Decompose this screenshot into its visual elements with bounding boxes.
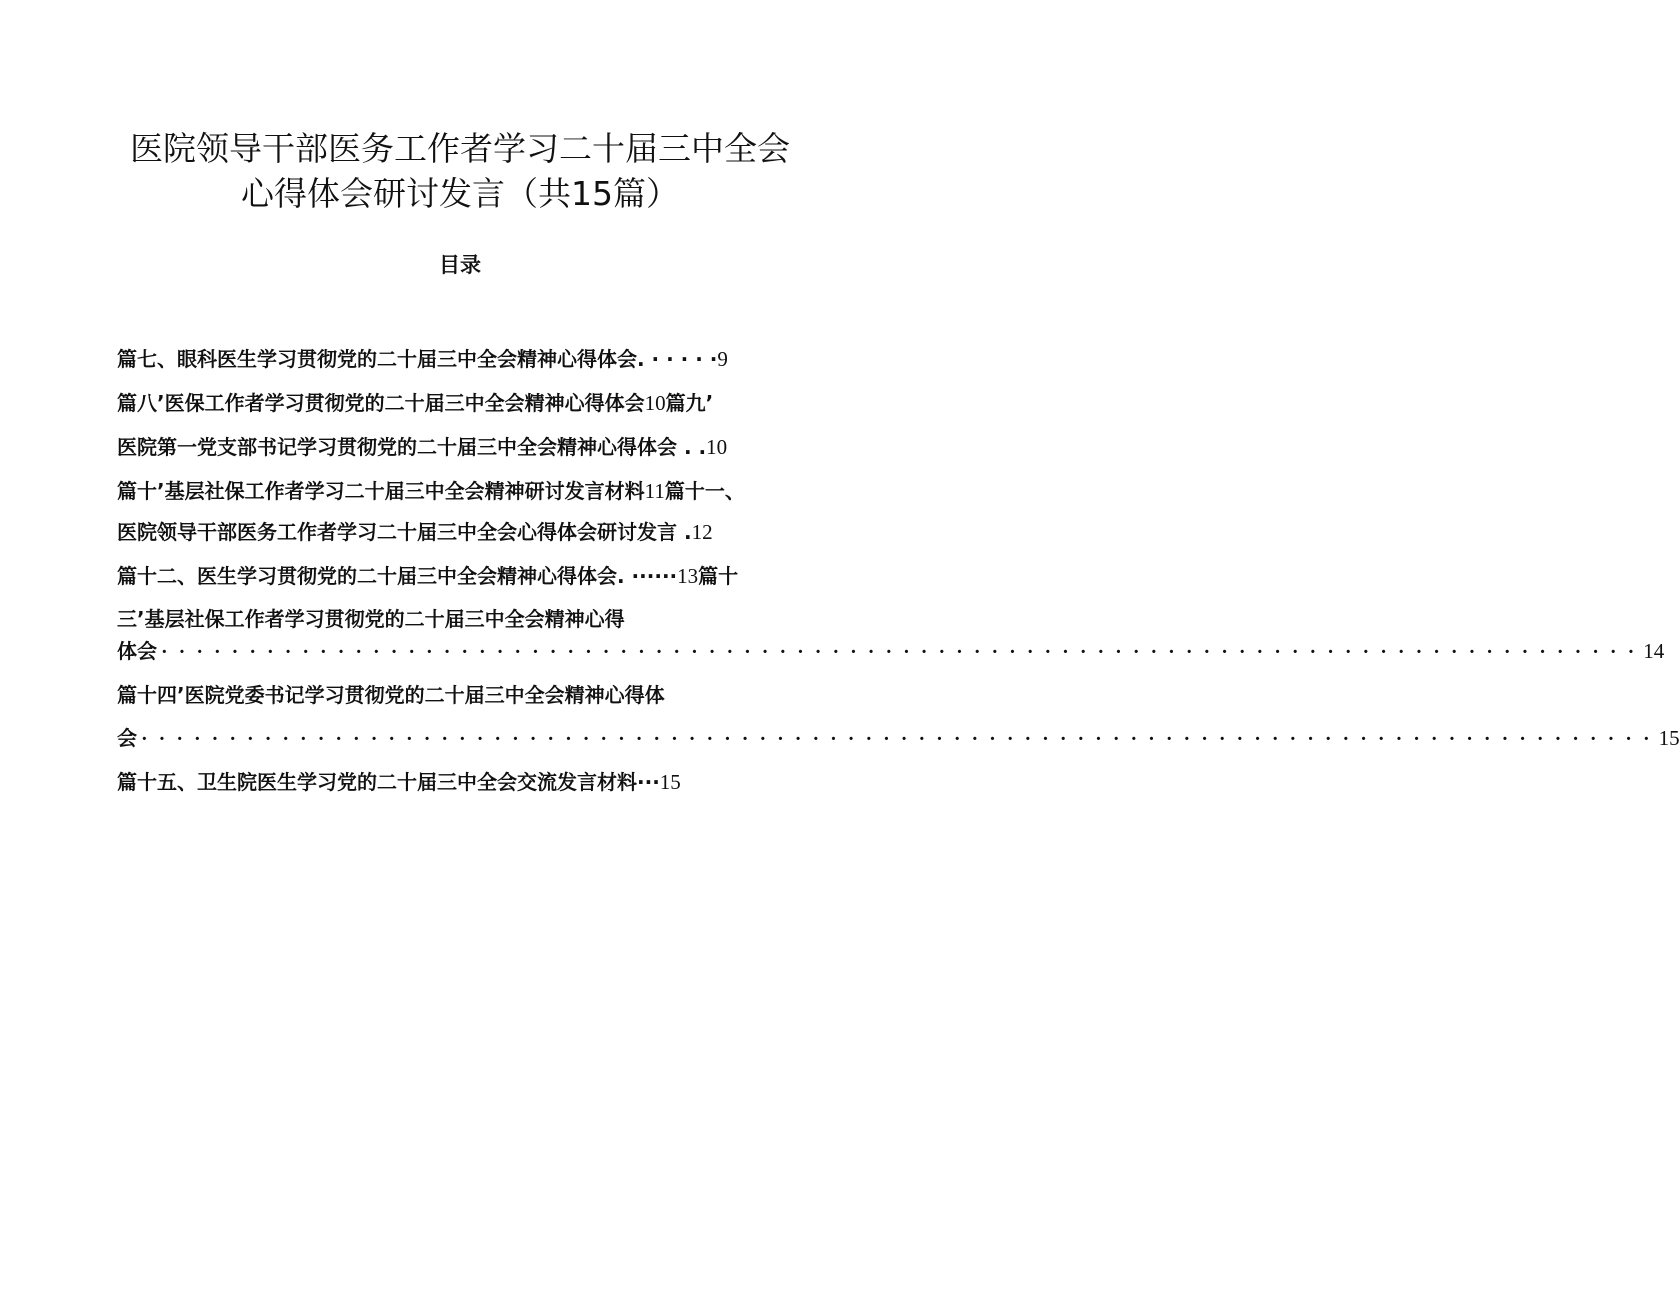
toc-page-number: 11: [644, 479, 665, 503]
toc-entry-text: 体会: [117, 639, 157, 663]
toc-entry-11[interactable]: [117, 516, 713, 545]
toc-entry-text-continued: 篇九’: [665, 391, 714, 415]
toc-entry-text-continued: 篇十一、: [664, 479, 745, 503]
toc-entry-text: 医院领导干部医务工作者学习二十届三中全会心得体会研讨发言 .: [117, 520, 692, 544]
toc-entry-14[interactable]: [117, 679, 665, 708]
toc-entry-text: 篇十五、卫生院医生学习党的二十届三中全会交流发言材料···: [117, 770, 660, 794]
toc-entry-8[interactable]: [117, 387, 713, 416]
toc-page-number: 13: [677, 564, 699, 588]
toc-page-number: 10: [644, 391, 666, 415]
toc-entry-9[interactable]: [117, 431, 727, 460]
document-title-line-1: 医院领导干部医务工作者学习二十届三中全会: [130, 129, 790, 168]
toc-entry-text: 篇十’基层社保工作者学习二十届三中全会精神研讨发言材料: [117, 479, 645, 503]
toc-entry-text: 会: [117, 726, 137, 750]
toc-dot-leader: · · · · · · · · · · · · · · · · · · · · · · · · · · · · · · · · · · · · · · · · · · · · · · · · · · · · · · · · · · · · · · · · · · · · · · · · · · · · · · · · · · · ·: [161, 641, 1638, 663]
toc-entry-text: 三’基层社保工作者学习贯彻党的二十届三中全会精神心得: [117, 607, 625, 631]
toc-page-number: 15: [659, 770, 681, 794]
toc-entry-15[interactable]: [117, 766, 681, 795]
toc-entry-text-continued: 篇十: [698, 564, 739, 588]
toc-entry-14-continued[interactable]: [117, 722, 1680, 751]
toc-page-number: 15: [1658, 726, 1680, 750]
toc-entry-text: 篇七、眼科医生学习贯彻党的二十届三中全会精神心得体会. · · · · ·: [117, 347, 718, 371]
toc-entry-text: 医院第一党支部书记学习贯彻党的二十届三中全会精神心得体会 . .: [117, 435, 707, 459]
toc-entry-10[interactable]: [117, 475, 745, 504]
toc-page-number: 10: [706, 435, 728, 459]
toc-entry-text: 篇八’医保工作者学习贯彻党的二十届三中全会精神心得体会: [117, 391, 645, 415]
toc-entry-text: 篇十四’医院党委书记学习贯彻党的二十届三中全会精神心得体: [117, 683, 665, 707]
toc-entry-13[interactable]: [117, 603, 625, 632]
toc-entry-text: 篇十二、医生学习贯彻党的二十届三中全会精神心得体会. ······: [117, 564, 678, 588]
toc-entry-7[interactable]: [117, 343, 728, 372]
toc-entry-13-continued[interactable]: [117, 635, 1665, 664]
document-title-line-2: 心得体会研讨发言（共15篇）: [241, 174, 679, 213]
toc-page-number: 9: [717, 347, 728, 371]
toc-page-number: 14: [1643, 639, 1665, 663]
toc-entry-12[interactable]: [117, 560, 738, 589]
toc-dot-leader: · · · · · · · · · · · · · · · · · · · · · · · · · · · · · · · · · · · · · · · · · · · · · · · · · · · · · · · · · · · · · · · · · · · · · · · · · · · · · · · · · · · · · ·: [141, 728, 1653, 750]
toc-heading: 目录: [439, 253, 481, 277]
toc-page-number: 12: [691, 520, 713, 544]
